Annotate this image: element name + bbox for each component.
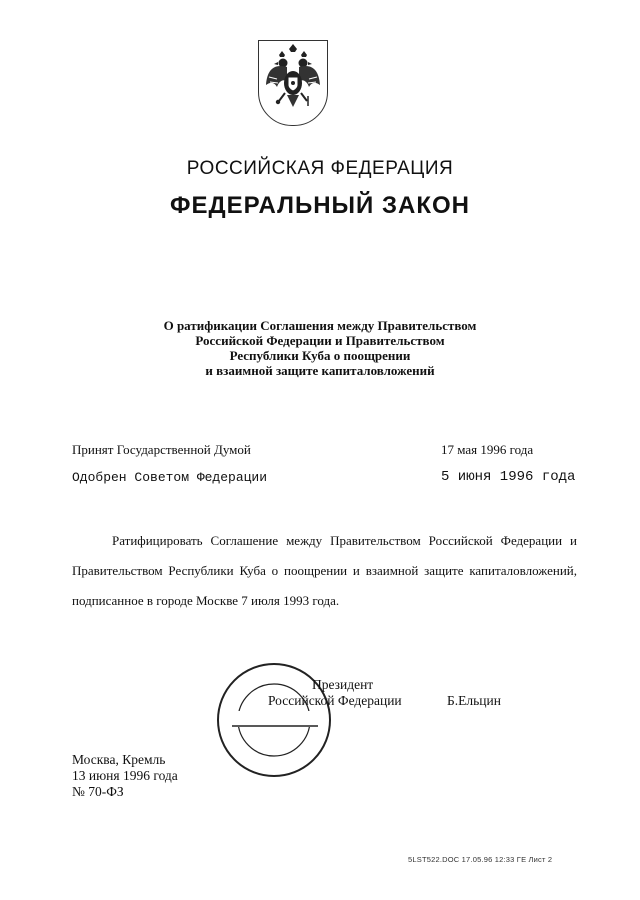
signing-date: 13 июня 1996 года — [72, 768, 178, 783]
subject-line: О ратификации Соглашения между Правительством — [163, 318, 477, 333]
law-subject — [0, 318, 640, 378]
state-emblem — [258, 40, 328, 126]
signing-place: Москва, Кремль — [72, 752, 166, 767]
place-and-date — [72, 752, 178, 800]
signatory-title-line2: Российской Федерации — [268, 693, 402, 708]
double-headed-eagle-icon — [259, 41, 327, 125]
subject-line: Российской Федерации и Правительством — [195, 333, 445, 348]
subject-line: Республики Куба о поощрении — [229, 348, 411, 363]
document-footer: 5LST522.DOC 17.05.96 12:33 ГЕ Лист 2 — [408, 855, 553, 864]
approved-by-council-label: Одобрен Советом Федерации — [72, 470, 268, 485]
signatory-title-line1: Президент — [312, 677, 374, 692]
subject-line: и взаимной защите капиталовложений — [205, 363, 435, 378]
law-body-text: Ратифицировать Соглашение между Правительством Российской Федерации и Правительством Республики Куба о поощрении и взаимной защите капиталовложений, подписанное в городе Москве 7 июля 1993 года. — [72, 533, 577, 608]
country-heading: РОССИЙСКАЯ ФЕДЕРАЦИЯ — [186, 158, 454, 179]
law-type-heading: ФЕДЕРАЛЬНЫЙ ЗАКОН — [170, 192, 470, 219]
signatory-name: Б.Ельцин — [447, 693, 501, 708]
law-number: № 70-ФЗ — [72, 784, 124, 799]
approved-date: 5 июня 1996 года — [441, 469, 576, 485]
adopted-by-duma-label: Принят Государственной Думой — [72, 442, 251, 457]
adopted-date: 17 мая 1996 года — [441, 442, 534, 457]
